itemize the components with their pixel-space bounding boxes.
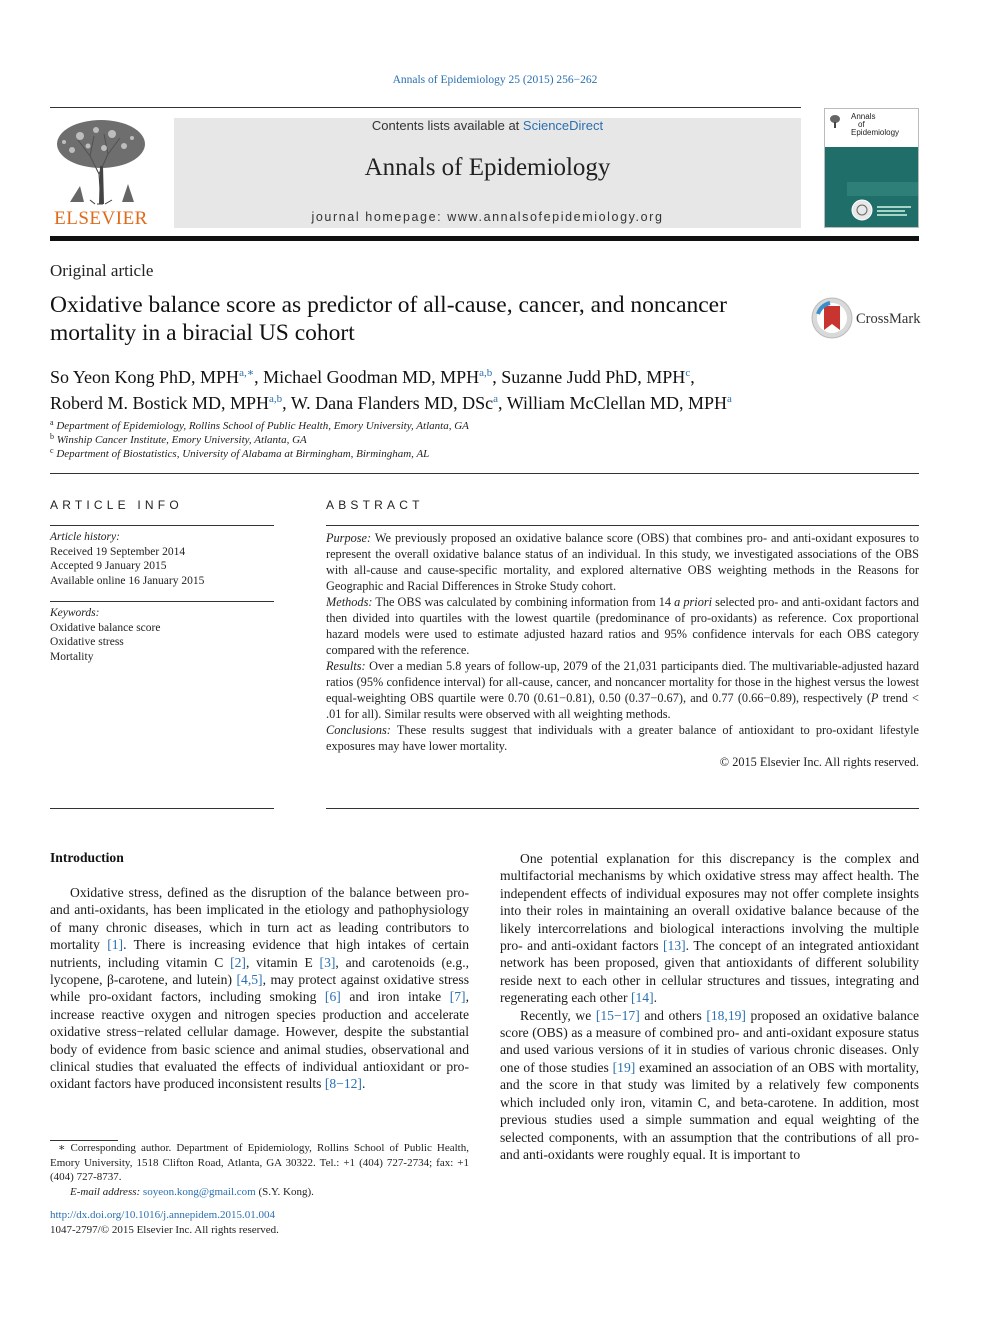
abstract-purpose: Purpose: We previously proposed an oxidative balance score (OBS) that combines pro- and anti-oxidant exposures to represent the overall oxidative balance status of an individual. In this study, we investigated associations of the OBS with all-cause and cause-specific mortality, and explored alternative OBS weighting methods in the Reasons for Geographic and Racial Differences in Stroke Study cohort. bbox=[326, 531, 919, 593]
article-info-heading: ARTICLE INFO bbox=[50, 498, 183, 512]
affiliation: $^b$ Winship Cancer Institute, Emory University, Atlanta, GA bbox=[50, 432, 307, 446]
body-text: . bbox=[653, 990, 658, 1006]
journal-header-panel bbox=[174, 118, 801, 228]
article-info-rule bbox=[50, 525, 274, 526]
citation-link[interactable]: [7] bbox=[449, 989, 466, 1005]
contents-prefix: Contents lists available at bbox=[371, 118, 523, 133]
elsevier-tree-icon bbox=[50, 116, 152, 206]
abstract-rule bbox=[326, 525, 919, 526]
keyword: Oxidative balance score bbox=[50, 621, 161, 634]
history-received: Received 19 September 2014 bbox=[50, 545, 186, 558]
article-title: Oxidative balance score as predictor of all-cause, cancer, and noncancer mortality in a biracial US cohort bbox=[50, 292, 727, 346]
abstract-heading: ABSTRACT bbox=[326, 498, 424, 512]
body-text: Oxidative stress, defined as the disruption of the balance between pro- and anti-oxidants, has been implicated in the etiology and pathophysiology of many chronic diseases, which in turn act as leading contributors to mortality bbox=[50, 885, 469, 953]
issn-line: 1047-2797/© 2015 Elsevier Inc. All rights reserved. bbox=[50, 1223, 279, 1236]
citation-link[interactable]: [4,5] bbox=[236, 972, 263, 988]
author-affil-marker[interactable]: a,b bbox=[479, 367, 493, 379]
abstract-copyright: © 2015 Elsevier Inc. All rights reserved. bbox=[719, 755, 919, 769]
affiliation: $^a$ Department of Epidemiology, Rollins School of Public Health, Emory University, Atlanta, GA bbox=[50, 418, 469, 432]
citation-link[interactable]: [2] bbox=[230, 954, 246, 970]
keyword: Mortality bbox=[50, 650, 94, 663]
abstract-methods: Methods: The OBS was calculated by combining information from 14 a priori selected pro- and anti-oxidant factors and then divided into quartiles with the lowest quartile (predominance of pro-oxidants) as reference. Cox proportional hazard models were used to estimate adjusted hazard ratios and 95% confidence intervals for each OBS category compared with the reference. bbox=[326, 595, 919, 657]
abstract-results: Results: Over a median 5.8 years of follow-up, 2079 of the 21,031 participants died. The multivariable-adjusted hazard ratios (95% confidence interval) for all-cause, cancer, and noncancer mortality for those in the highest versus the lowest equal-weighting OBS quartile were 0.70 (0.61−0.81), 0.50 (0.37−0.67), and 0.77 (0.66−0.89), respectively (P trend < .01 for all). Similar results were observed with all weighting methods. bbox=[326, 659, 920, 721]
body-text: proposed an oxidative balance score (OBS) as a measure of combined pro- and anti-oxidant exposure status and used various versions of it in studies of various chronic diseases. Only one of those studies bbox=[500, 1007, 919, 1075]
publisher-logo-text: ELSEVIER bbox=[54, 208, 148, 229]
journal-cover-thumbnail[interactable] bbox=[824, 108, 919, 228]
corresponding-author-note bbox=[50, 1141, 469, 1199]
journal-citation[interactable]: Annals of Epidemiology 25 (2015) 256−262 bbox=[392, 74, 598, 86]
elsevier-mini-tree-icon bbox=[829, 114, 841, 128]
body-text: , vitamin E bbox=[245, 954, 320, 970]
crossmark-badge[interactable] bbox=[810, 296, 922, 342]
article-history bbox=[50, 530, 274, 588]
citation-link[interactable]: [18,19] bbox=[706, 1007, 746, 1023]
history-accepted: Accepted 9 January 2015 bbox=[50, 560, 167, 572]
body-text: . bbox=[361, 1076, 366, 1092]
elsevier-logo[interactable] bbox=[50, 116, 152, 230]
abstract-bottom-rule bbox=[326, 808, 919, 809]
abstract-conclusions: Conclusions: These results suggest that individuals with a greater balance of antioxidant to pro-oxidant lifestyle exposures may have lower mortality. bbox=[326, 723, 919, 753]
author-affil-marker[interactable]: a bbox=[727, 393, 732, 405]
affiliation: $^c$ Department of Biostatistics, University of Alabama at Birmingham, Birmingham, AL bbox=[50, 446, 430, 460]
masthead-rule bbox=[50, 236, 919, 241]
sciencedirect-link[interactable]: ScienceDirect bbox=[522, 118, 604, 133]
body-text: and iron intake bbox=[340, 989, 450, 1005]
body-text: One potential explanation for this discrepancy is the complex and multifactorial mechanisms by which oxidative stress may affect health. The independent effects of individual exposures may not offer complete insights into their roles in maintaining an overall oxidative balance because of the likely intercorrelations and biological interactions involving the multiple pro- and anti-oxidant factors bbox=[500, 851, 919, 954]
corresponding-author-text: ∗ Corresponding author. Department of Epidemiology, Rollins School of Public Health, Emory University, 1518 Clifton Road, Atlanta, GA 30322. Tel.: +1 (404) 727-2734; fax: +1 (404) 727-8737. bbox=[50, 1142, 469, 1183]
cover-header bbox=[825, 109, 919, 147]
email-line: E-mail address: soyeon.kong@gmail.com (S.Y. Kong). bbox=[70, 1185, 314, 1198]
author-list: So Yeon Kong PhD, $MPH^{a,∗}$, Michael Goodman MD, MPH$^{a,b}$, Suzanne Judd PhD, MPH$^c$, Roberd M. Bostick MD, MPH$^{a,b}$, W. Dana Flanders MD, DSc$^a$, William McClellan MD, MPH$^a$ bbox=[50, 367, 732, 413]
cover-band bbox=[847, 182, 919, 196]
keyword: Oxidative stress bbox=[50, 636, 124, 648]
title-block-rule bbox=[50, 473, 919, 474]
journal-title: Annals of Epidemiology bbox=[364, 154, 611, 181]
citation-link[interactable]: [19] bbox=[612, 1059, 636, 1075]
body-text: , may protect against oxidative stress while pro-oxidant factors, including smoking bbox=[50, 972, 469, 1005]
keywords-rule bbox=[50, 601, 274, 602]
body-text: . The concept of an integrated antioxidant network has been proposed, given that antioxidants of different solubility reside next to each other in cellular structures and tissues, integrating and regenerating each other bbox=[500, 938, 919, 1006]
contents-line bbox=[174, 118, 801, 134]
body-column-right bbox=[500, 850, 919, 1163]
citation-link[interactable]: [15−17] bbox=[595, 1007, 640, 1023]
citation-link[interactable]: [8−12] bbox=[324, 1076, 362, 1092]
keywords-label: Keywords: bbox=[50, 607, 100, 619]
author-name[interactable]: W. Dana Flanders MD, DSc bbox=[290, 393, 494, 413]
cover-seal-icon bbox=[851, 199, 873, 221]
author-name[interactable]: William McClellan MD, MPH bbox=[506, 393, 727, 413]
citation-link[interactable]: [14] bbox=[630, 990, 654, 1006]
author-affil-marker[interactable]: c bbox=[685, 367, 691, 379]
body-text: , and carotenoids (e.g., lycopene, β-carotene, and lutein) bbox=[50, 954, 470, 988]
article-type: Original article bbox=[50, 261, 154, 280]
article-info-bottom-rule bbox=[50, 808, 274, 809]
intro-paragraph-1 bbox=[50, 884, 469, 1093]
history-online: Available online 16 January 2015 bbox=[50, 574, 205, 587]
abstract-body bbox=[326, 530, 919, 770]
body-text: and others bbox=[639, 1007, 707, 1023]
crossmark-icon bbox=[810, 296, 854, 340]
history-label: Article history: bbox=[50, 531, 120, 543]
intro-paragraph-3 bbox=[500, 1007, 919, 1164]
cover-society-text-icon bbox=[877, 204, 913, 218]
body-column-left bbox=[50, 884, 469, 1093]
citation-link[interactable]: [1] bbox=[107, 937, 124, 953]
author-name[interactable]: Michael Goodman MD, MPH bbox=[263, 367, 480, 387]
intro-paragraph-2 bbox=[500, 850, 919, 1007]
author-name[interactable]: Suzanne Judd PhD, MPH bbox=[501, 367, 686, 387]
journal-homepage[interactable]: journal homepage: www.annalsofepidemiology.org bbox=[311, 210, 664, 224]
crossmark-label: CrossMark bbox=[856, 311, 921, 327]
doi-link[interactable]: http://dx.doi.org/10.1016/j.annepidem.2015.01.004 bbox=[50, 1209, 275, 1221]
body-text: . There is increasing evidence that high intakes of certain nutrients, including vitamin C bbox=[50, 937, 470, 970]
author-name[interactable]: Roberd M. Bostick MD, MPH bbox=[50, 393, 270, 413]
author-affil-marker[interactable]: a,b bbox=[269, 393, 283, 405]
body-text: Recently, we bbox=[520, 1007, 596, 1023]
header-rule bbox=[50, 107, 801, 108]
citation-link[interactable]: [6] bbox=[324, 989, 341, 1005]
email-link[interactable]: soyeon.kong@gmail.com bbox=[142, 1185, 256, 1198]
body-text: examined an association of an OBS with mortality, and the score in that study was limited by a relatively few components which included only iron, vitamin C, and beta-carotene. In addition, most previous studies used a simple summation and equal weighting of the selected components, with an assumption that the contributions of all pro- and anti-oxidants were roughly equal. It is important to bbox=[500, 1059, 919, 1162]
intro-heading: Introduction bbox=[50, 850, 124, 865]
citation-link[interactable]: [13] bbox=[663, 938, 686, 954]
cover-title: Annals of Epidemiology bbox=[851, 112, 900, 137]
doi-block bbox=[50, 1208, 279, 1237]
keywords-block bbox=[50, 606, 274, 664]
author-name[interactable]: So Yeon Kong PhD, MPH bbox=[50, 367, 240, 387]
author-affil-marker[interactable]: a bbox=[493, 393, 499, 405]
author-affil-marker[interactable]: a,∗ bbox=[239, 367, 255, 379]
body-text: , increase reactive oxygen and nitrogen species production and accelerate oxidative stress−related cellular damage. However, despite the substantial body of evidence from basic science and animal studies, observational and clinical studies that evaluated the effects of individual antioxidant or pro-oxidant factors have produced inconsistent results bbox=[50, 989, 469, 1092]
citation-link[interactable]: [3] bbox=[319, 954, 336, 970]
